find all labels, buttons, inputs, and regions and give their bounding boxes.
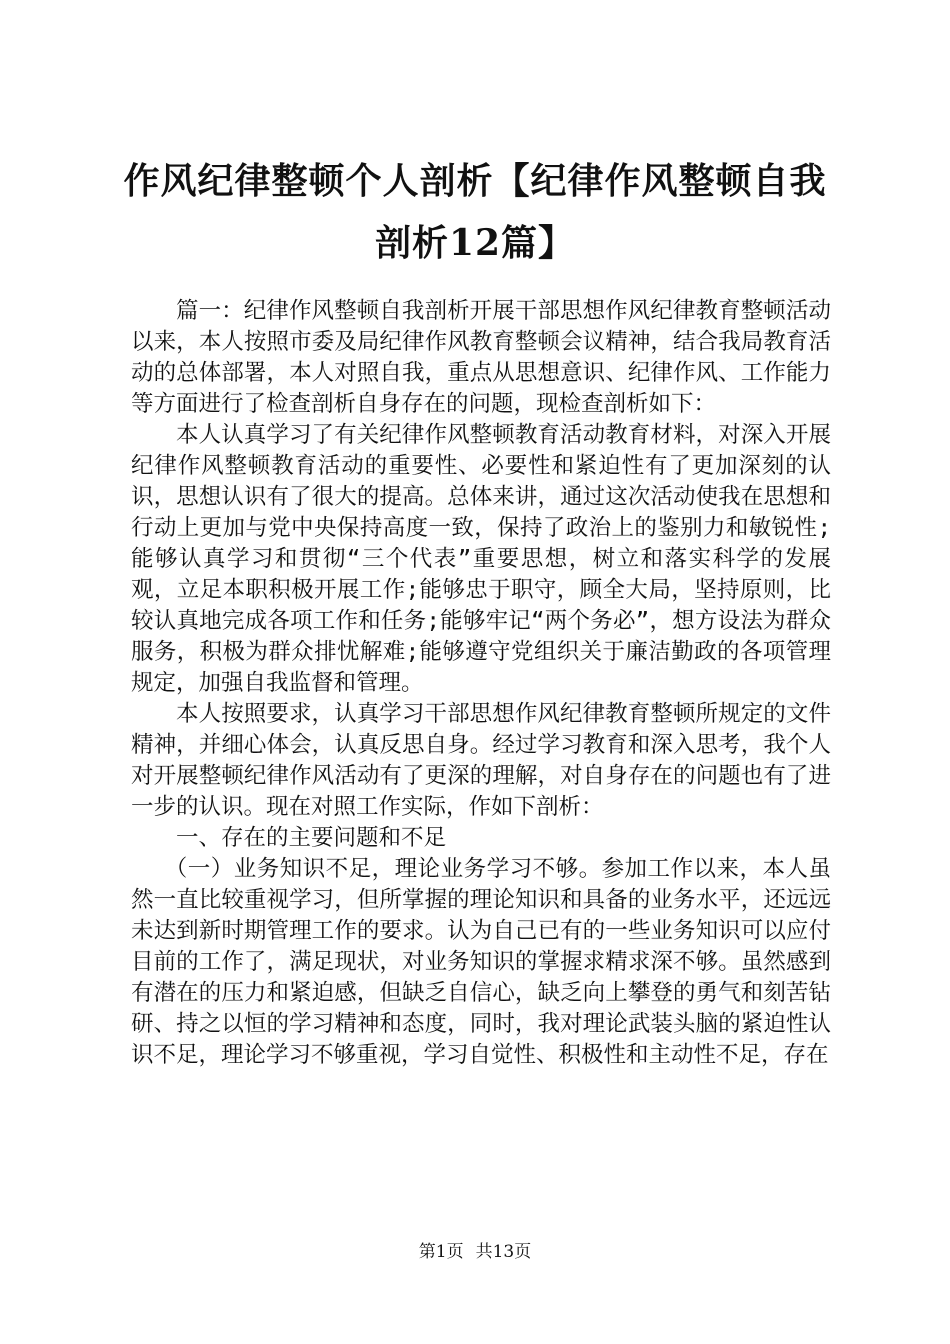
paragraph-reflection: 本人按照要求，认真学习干部思想作风纪律教育整顿所规定的文件精神，并细心体会，认真反思自身。经过学习教育和深入思考，我个人对开展整顿纪律作风活动有了更深的理解，对自身存在的问题也有了进一步的认识。现在对照工作实际，作如下剖析： xyxy=(131,701,831,820)
section-heading: 一、存在的主要问题和不足 xyxy=(176,825,447,851)
paragraph-study: 本人认真学习了有关纪律作风整顿教育活动教育材料，对深入开展纪律作风整顿教育活动的重要性、必要性和紧迫性有了更加深刻的认识，思想认识有了很大的提高。总体来讲，通过这次活动使我在思想和行动上更加与党中央保持高度一致，保持了政治上的鉴别力和敏锐性;能够认真学习和贯彻“三个代表”重要思想，树立和落实科学的发展观，立足本职积极开展工作;能够忠于职守，顾全大局，坚持原则，比较认真地完成各项工作和任务;能够牢记“两个务必”，想方设法为群众服务，积极为群众排忧解难;能够遵守党组织关于廉洁勤政的各项管理规定，加强自我监督和管理。 xyxy=(131,422,831,696)
page-number: 第1页 xyxy=(418,1242,464,1262)
document-body xyxy=(131,296,831,1071)
paragraph-problem-one: （一）业务知识不足，理论业务学习不够。参加工作以来，本人虽然一直比较重视学习，但所掌握的理论知识和具备的业务水平，还远远未达到新时期管理工作的要求。认为自己已有的一些业务知识可以应付目前的工作了，满足现状，对业务知识的掌握求精求深不够。虽然感到有潜在的压力和紧迫感，但缺乏自信心，缺乏向上攀登的勇气和刻苦钻研、持之以恒的学习精神和态度，同时，我对理论武装头脑的紧迫性认识不足，理论学习不够重视，学习自觉性、积极性和主动性不足，存在 xyxy=(131,856,831,1068)
paragraph-intro: 篇一：纪律作风整顿自我剖析开展干部思想作风纪律教育整顿活动以来，本人按照市委及局纪律作风教育整顿会议精神，结合我局教育活动的总体部署，本人对照自我，重点从思想意识、纪律作风、工作能力等方面进行了检查剖析自身存在的问题，现检查剖析如下： xyxy=(131,298,831,417)
page-footer xyxy=(0,1240,950,1264)
page-total: 共13页 xyxy=(475,1242,532,1262)
document-title: 作风纪律整顿个人剖析【纪律作风整顿自我剖析12篇】 xyxy=(123,160,827,264)
